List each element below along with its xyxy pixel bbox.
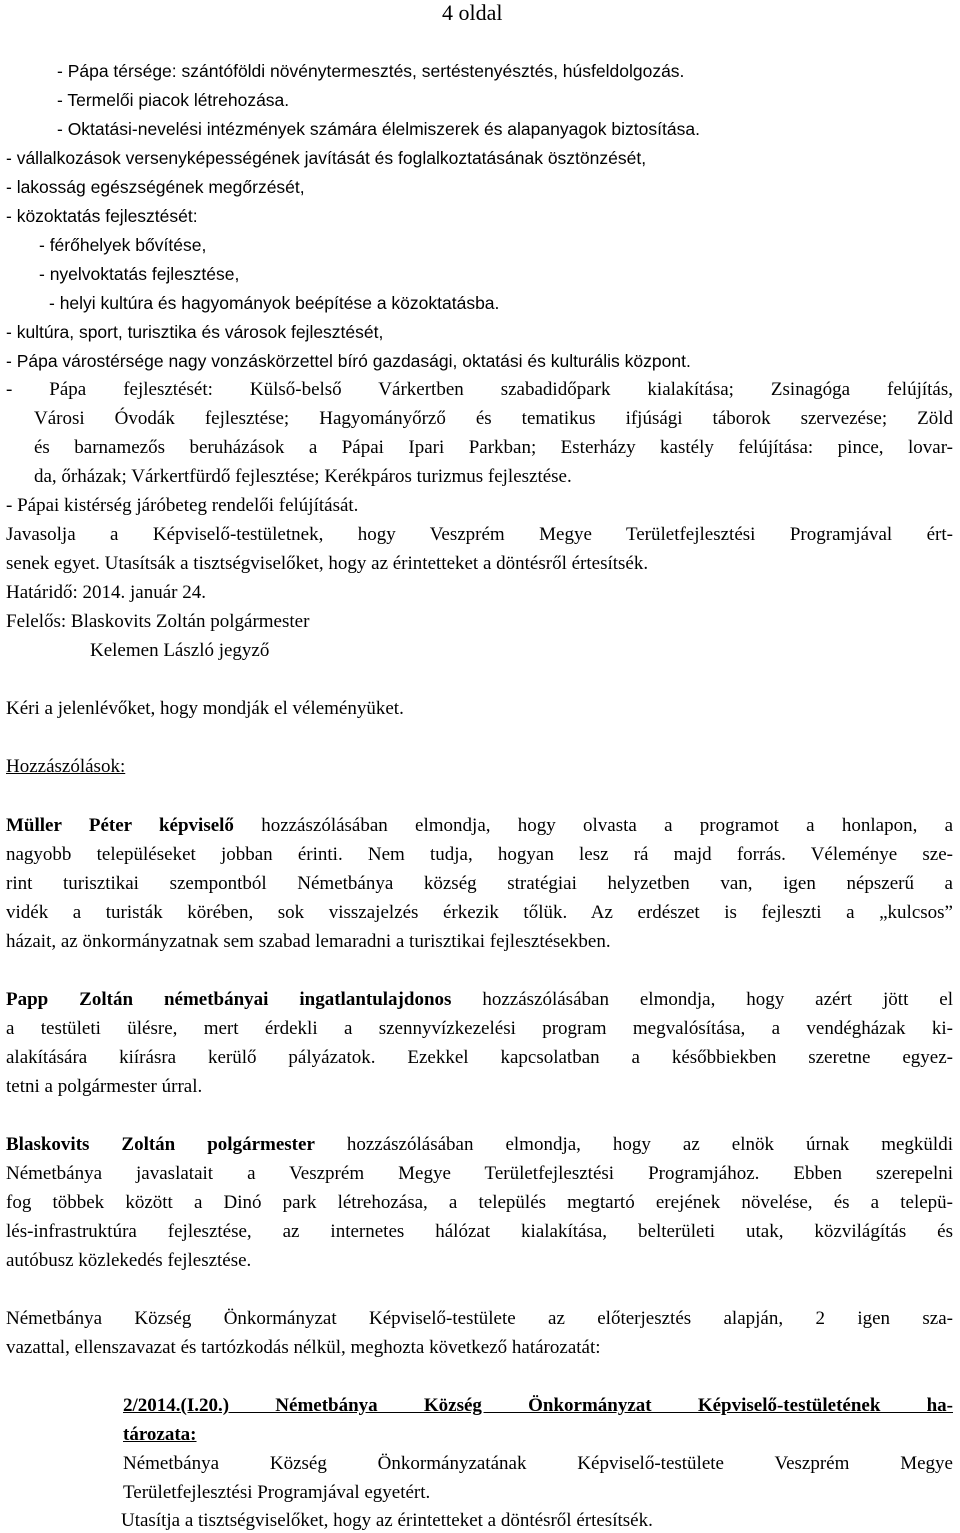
comment-line: házait, az önkormányzatnak sem szabad lemaradni a turisztikai fejlesztésekben.	[6, 931, 611, 952]
list-item: - férőhelyek bővítése,	[39, 235, 207, 255]
resolution-title: 2/2014.(I.20.) Németbánya Község Önkormányzat Képviselő-testületének ha-	[123, 1395, 953, 1416]
responsible-second: Kelemen László jegyző	[90, 640, 270, 661]
comment-line: vidék a turisták körében, sok visszajelzés érkezik tőlük. Az erdészet is fejleszti a „kulcsos”	[6, 902, 953, 923]
decision-intro-line: vazattal, ellenszavazat és tartózkodás nélkül, meghozta következő határozatát:	[6, 1337, 601, 1358]
list-item: - Oktatási-nevelési intézmények számára élelmiszerek és alapanyagok biztosítása.	[57, 119, 700, 139]
comment-line: Blaskovits Zoltán polgármester hozzászólásában elmondja, hogy az elnök úrnak megküldi	[6, 1134, 953, 1155]
comment-line: tetni a polgármester úrral.	[6, 1076, 203, 1097]
list-item: - vállalkozások versenyképességének javítását és foglalkoztatásának ösztönzését,	[6, 148, 647, 168]
list-item: - nyelvoktatás fejlesztése,	[39, 264, 240, 284]
paragraph-line: senek egyet. Utasítsák a tisztségviselőket, hogy az érintetteket a döntésről értesítsék.	[6, 553, 649, 574]
comment-line: Papp Zoltán németbányai ingatlantulajdonos hozzászólásában elmondja, hogy azért jött el	[6, 989, 953, 1010]
deadline: Határidő: 2014. január 24.	[6, 582, 206, 603]
list-item: - helyi kultúra és hagyományok beépítése a közoktatásba.	[49, 293, 500, 313]
comment-line: autóbusz közlekedés fejlesztése.	[6, 1250, 252, 1271]
list-item: - Pápa várostérsége nagy vonzáskörzettel bíró gazdasági, oktatási és kulturális központ.	[6, 351, 691, 371]
resolution-line: Németbánya Község Önkormányzatának Képviselő-testülete Veszprém Megye	[123, 1453, 953, 1474]
comment-line: nagyobb településeket jobban érinti. Nem tudja, hogyan lesz rá majd forrás. Véleménye sze-	[6, 844, 953, 865]
list-item: - lakosság egészségének megőrzését,	[6, 177, 305, 197]
list-item: - Termelői piacok létrehozása.	[57, 90, 290, 110]
list-item: és barnamezős beruházások a Pápai Ipari Parkban; Esterházy kastély felújítása: pince, lovar-	[34, 437, 953, 458]
comment-line: rint turisztikai szempontból Németbánya község stratégiai helyzetben van, igen népszerű a	[6, 873, 953, 894]
resolution-title-cont: tározata:	[123, 1424, 197, 1445]
resolution-line: Területfejlesztési Programjával egyetért.	[123, 1482, 431, 1503]
speaker-name: Müller Péter képviselő	[6, 815, 234, 836]
comment-line: a testületi ülésre, mert érdekli a szennyvízkezelési program megvalósítása, a vendégházak ki-	[6, 1018, 953, 1039]
resolution-line: Utasítja a tisztségviselőket, hogy az érintetteket a döntésről értesítsék.	[121, 1510, 653, 1531]
comment-line: alakítására kiírásra kerülő pályázatok. Ezekkel kapcsolatban a későbbiekben szeretne egyez-	[6, 1047, 953, 1068]
list-item: - Pápai kistérség járóbeteg rendelői felújítását.	[6, 495, 359, 516]
comments-heading: Hozzászólások:	[6, 756, 126, 777]
list-item: da, őrházak; Várkertfürdő fejlesztése; Kerékpáros turizmus fejlesztése.	[34, 466, 572, 487]
comment-line: lés-infrastruktúra fejlesztése, az internetes hálózat kialakítása, belterületi utak, közvilágítás és	[6, 1221, 953, 1242]
list-item: - közoktatás fejlesztését:	[6, 206, 198, 226]
speaker-name: Papp Zoltán németbányai ingatlantulajdonos	[6, 989, 452, 1010]
responsible: Felelős: Blaskovits Zoltán polgármester	[6, 611, 310, 632]
decision-intro-line: Németbánya Község Önkormányzat Képviselő-testülete az előterjesztés alapján, 2 igen sza-	[6, 1308, 953, 1329]
list-item: - Pápa fejlesztését: Külső-belső Várkertben szabadidőpark kialakítása; Zsinagóga felújítás,	[6, 379, 953, 400]
page-number: 4 oldal	[442, 0, 503, 25]
speaker-name: Blaskovits Zoltán polgármester	[6, 1134, 315, 1155]
list-item: - kultúra, sport, turisztika és városok fejlesztését,	[6, 322, 384, 342]
comment-line: fog többek között a Dinó park létrehozása, a település megtartó erejének növelése, és a telepü-	[6, 1192, 953, 1213]
comment-line: Németbánya javaslatait a Veszprém Megye Területfejlesztési Programjához. Ebben szerepelni	[6, 1163, 953, 1184]
list-item: Városi Óvodák fejlesztése; Hagyományőrző és tematikus ifjúsági táborok szervezése; Zöld	[34, 408, 953, 429]
comment-line: Müller Péter képviselő hozzászólásában elmondja, hogy olvasta a programot a honlapon, a	[6, 815, 954, 836]
request-text: Kéri a jelenlévőket, hogy mondják el véleményüket.	[6, 698, 404, 719]
list-item: - Pápa térsége: szántóföldi növénytermesztés, sertéstenyésztés, húsfeldolgozás.	[57, 61, 685, 81]
paragraph-line: Javasolja a Képviselő-testületnek, hogy Veszprém Megye Területfejlesztési Programjával ért-	[6, 524, 953, 545]
